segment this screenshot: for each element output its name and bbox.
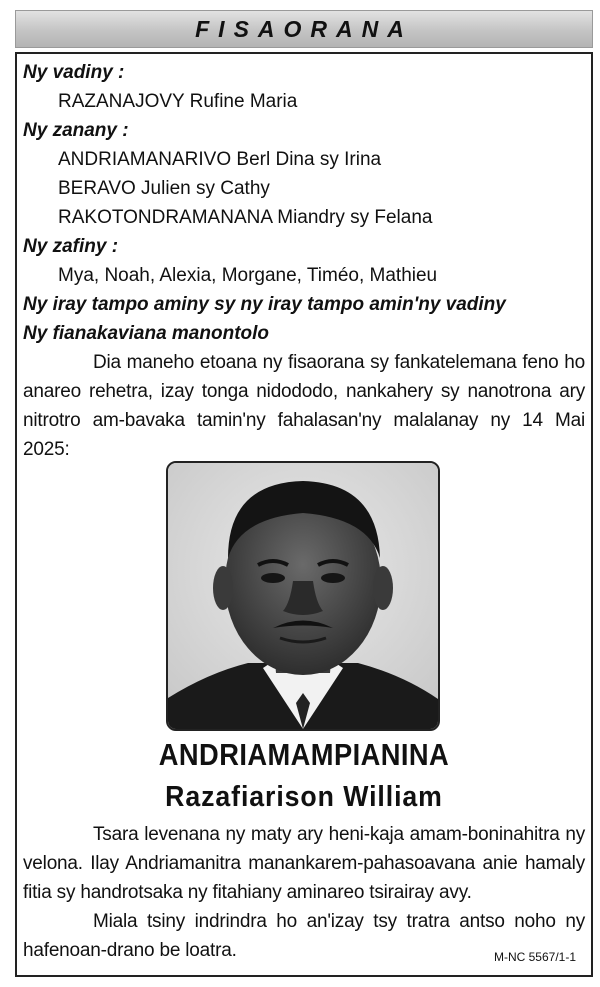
closing-paragraph-2: Miala tsiny indrindra ho an'izay tsy tratra antso noho ny hafenoan-drano be loatra. [23,911,585,961]
zanany-name: RAKOTONDRAMANANA Miandry sy Felana [58,207,433,228]
fianakaviana-label: Ny fianakaviana manontolo [23,323,270,344]
closing-section [23,820,585,965]
iray-tampo-label: Ny iray tampo aminy sy ny iray tampo amin'ny vadiny [23,294,506,315]
zanany-name: ANDRIAMANARIVO Berl Dina sy Irina [58,149,382,170]
page-title: FISAORANA [195,15,413,42]
deceased-given-names: Razafiarison William [165,781,443,813]
zanany-label: Ny zanany : [23,120,129,141]
portrait-image [168,463,438,729]
closing-paragraph-1: Tsara levenana ny maty ary heni-kaja amam-boninahitra ny velona. Ilay Andriamanitra manankarem-pahasoavana anie hamaly fitia sy handrotsaka ny fitahiany aminareo tsirairay avy. [23,824,585,903]
portrait-photo [166,461,440,731]
reference-code: M-NC 5567/1-1 [493,950,576,964]
deceased-surname: ANDRIAMAMPIANINA [158,737,450,772]
family-list [23,58,585,464]
zanany-name: BERAVO Julien sy Cathy [58,178,270,199]
zafiny-label: Ny zafiny : [23,236,119,257]
vadiny-label: Ny vadiny : [23,62,125,83]
intro-paragraph: Dia maneho etoana ny fisaorana sy fankatelemana feno ho anareo rehetra, izay tonga nidododo, nankahery sy nanotrona ary nitrotro am-bavaka tamin'ny fahalasan'ny malalanay ny 14 Mai 2025: [23,352,585,460]
vadiny-name: RAZANAJOVY Rufine Maria [58,91,298,112]
header-banner [15,10,593,48]
zafiny-names: Mya, Noah, Alexia, Morgane, Timéo, Mathieu [58,265,438,286]
